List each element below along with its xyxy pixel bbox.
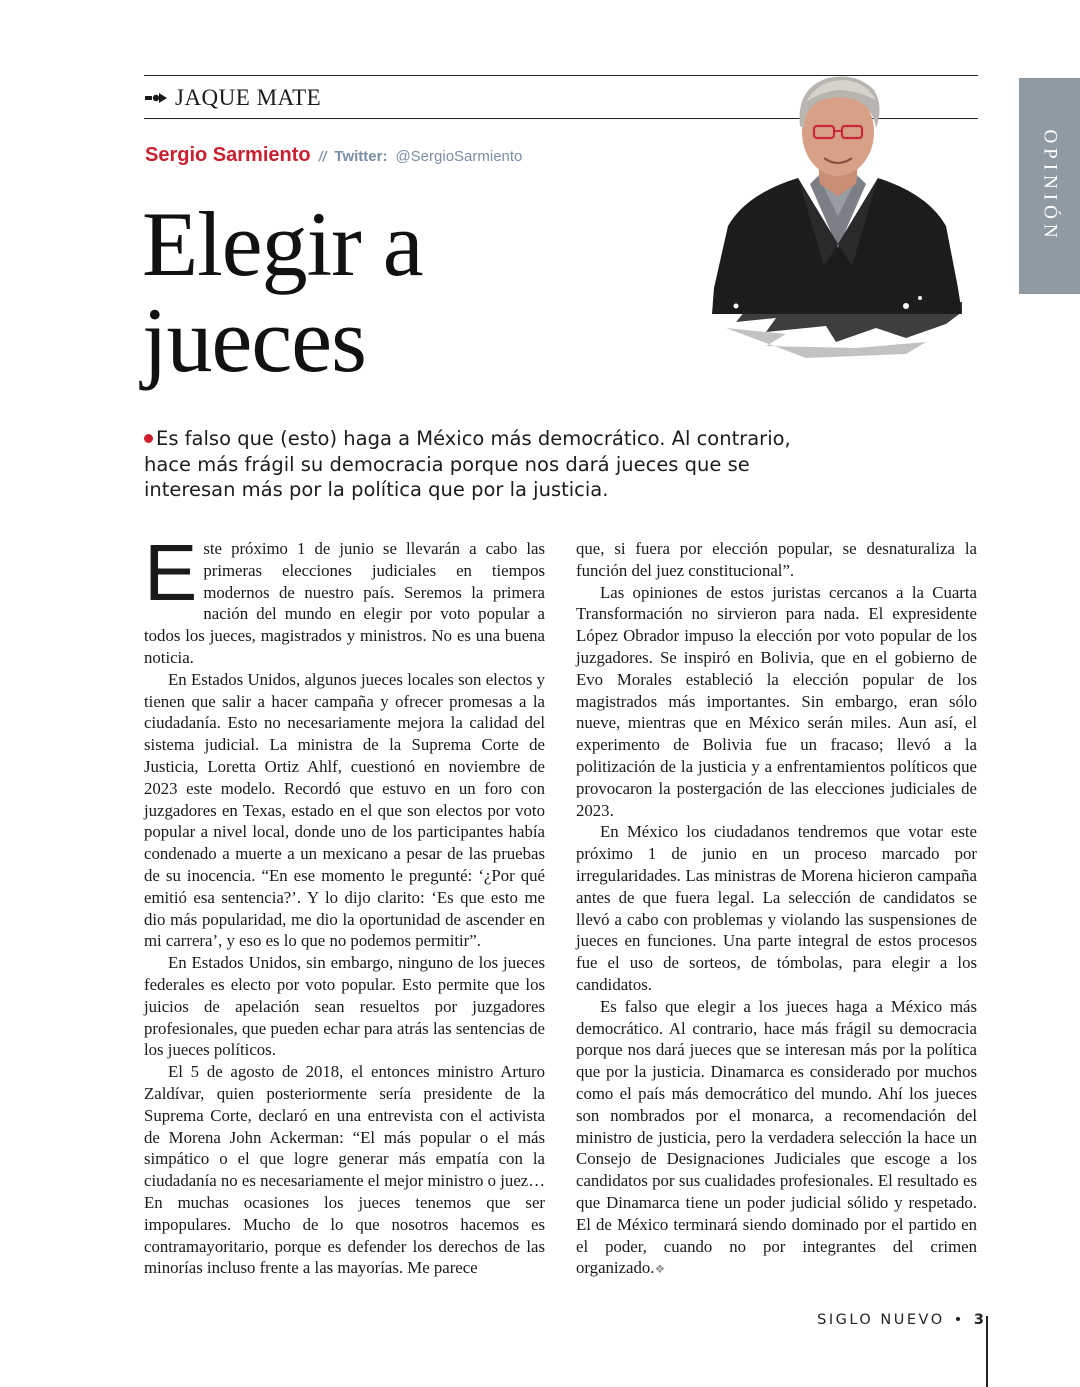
paragraph-text: ste próximo 1 de junio se llevarán a cabo las primeras elecciones judiciales en tiempos modernos de nuestro país. Seremos la primera nación del mundo en elegir por voto popular a todos los jueces, magistrados y ministros. No es una buena noticia. — [144, 539, 545, 667]
body-paragraph: que, si fuera por elección popular, se desnaturaliza la función del juez constitucional”. — [576, 539, 977, 580]
body-paragraph — [144, 528, 545, 669]
section-header — [145, 83, 321, 113]
body-paragraph — [576, 996, 977, 1281]
body-paragraph: El 5 de agosto de 2018, el entonces ministro Arturo Zaldívar, quien posteriormente sería presidente de la Suprema Corte, declaró en una entrevista con el activista de Morena John Ackerman: “El más popular o el más simpático o el que logre generar más empatía con la ciudadanía no es necesariamente el mejor ministro o juez… En muchas ocasiones los jueces tenemos que ser impopulares. Mucho de lo que nosotros hacemos es contramayoritario, porque es defender los derechos de las minorías incluso frente a las mayorías. Me parece — [144, 1062, 545, 1278]
article-headline — [142, 193, 423, 391]
paragraph-text: Es falso que elegir a los jueces haga a México más democrático. Al contrario, hace más frágil su democracia porque nos dará jueces que se interesan más por la política que por la justicia. Dinamarca es considerado por muchos como el país más democrático del mundo. Ahí los jueces son nombrados por el monarca, a recomendación del ministro de justicia, pero la verdadera selección la hace un Consejo de Designaciones Judiciales que escoge a los candidatos por sus cualidades profesionales. El resultado es que Dinamarca tiene un poder judicial sólido y respetado. El de México terminará siendo dominado por el partido en el poder, cuando no por integrantes del crimen organizado. — [576, 996, 977, 1278]
arrow-marker-icon — [145, 91, 167, 105]
body-paragraph: En Estados Unidos, sin embargo, ninguno de los jueces federales es electo por voto popular. Esto permite que los juicios de apelación sean resueltos por juzgadores profesionales, que pueden echar para atrás las sentencias de los jueces políticos. — [144, 953, 545, 1060]
page-number: 3 — [973, 1312, 984, 1328]
article-column-left — [144, 528, 545, 1279]
byline — [145, 144, 522, 167]
author-name: Sergio Sarmiento — [145, 144, 311, 166]
section-tab — [1019, 78, 1080, 294]
twitter-label: Twitter: — [334, 148, 388, 165]
body-paragraph: En Estados Unidos, algunos jueces locales son electos y tienen que salir a hacer campaña y ofrecer promesas a la ciudadanía. Esto no necesariamente mejora la calidad del sistema judicial. La ministra de la Suprema Corte de Justicia, Loretta Ortiz Ahlf, cuestionó en noviembre de 2023 este modelo. Recordó que estuvo en un foro con juzgadores en Texas, estado en el que son electos por voto popular a nivel local, donde uno de los participantes había condenado a muerte a un mexicano a pesar de las pruebas de su inocencia. “En ese momento le pregunté: ‘¿Por qué emitió esa sentencia?’. Y lo dijo clarito: ‘Es que esto me dio más popularidad, me dio la oportunidad de ascender en mi carrera’, y eso es lo que no podemos permitir”. — [144, 669, 545, 951]
page-footer — [817, 1312, 984, 1328]
footer-rule — [986, 1316, 988, 1387]
publication-name: SIGLO NUEVO — [817, 1312, 945, 1328]
body-paragraph: Las opiniones de estos juristas cercanos a la Cuarta Transformación no sirvieron para nada. El expresidente López Obrador impuso la elección por voto popular de los juzgadores. Se inspiró en Bolivia, que en el gobierno de Evo Morales estableció la elección popular de los magistrados más importantes. Sin embargo, eran sólo nueve, mientras que en México serán miles. Aun así, el experimento de Bolivia fue un fracaso; llevó a la politización de la justicia y a enfrentamientos políticos que provocaron la postergación de las elecciones judiciales de 2023. — [576, 582, 977, 820]
drop-cap: E — [144, 528, 198, 617]
end-mark-icon: ❖ — [654, 1262, 666, 1277]
footer-dot: • — [953, 1312, 965, 1328]
lead-bullet-icon — [144, 434, 153, 443]
byline-separator: // — [318, 148, 327, 164]
article-column-right — [576, 538, 977, 1281]
author-portrait — [706, 66, 970, 366]
lead-text: Es falso que (esto) haga a México más democrático. Al contrario, hace más frágil su democracia porque nos dará jueces que se interesan más por la política que por la justicia. — [144, 427, 791, 501]
headline-line-2: jueces — [142, 289, 366, 391]
twitter-handle[interactable]: @SergioSarmiento — [395, 148, 523, 165]
article-lead — [144, 426, 834, 503]
section-tab-label: OPINIÓN — [1039, 129, 1061, 243]
headline-line-1: Elegir a — [142, 193, 423, 295]
body-paragraph: En México los ciudadanos tendremos que votar este próximo 1 de junio en un proceso marcado por irregularidades. Las ministras de Morena hicieron campaña antes de que fuera legal. La selección de candidatos se llevó a cabo con problemas y violando las suspensiones de jueces en funciones. Una parte integral de estos procesos fue el uso de sorteos, de tómbolas, para elegir a los candidatos. — [576, 822, 977, 994]
section-label: JAQUE MATE — [175, 85, 322, 110]
